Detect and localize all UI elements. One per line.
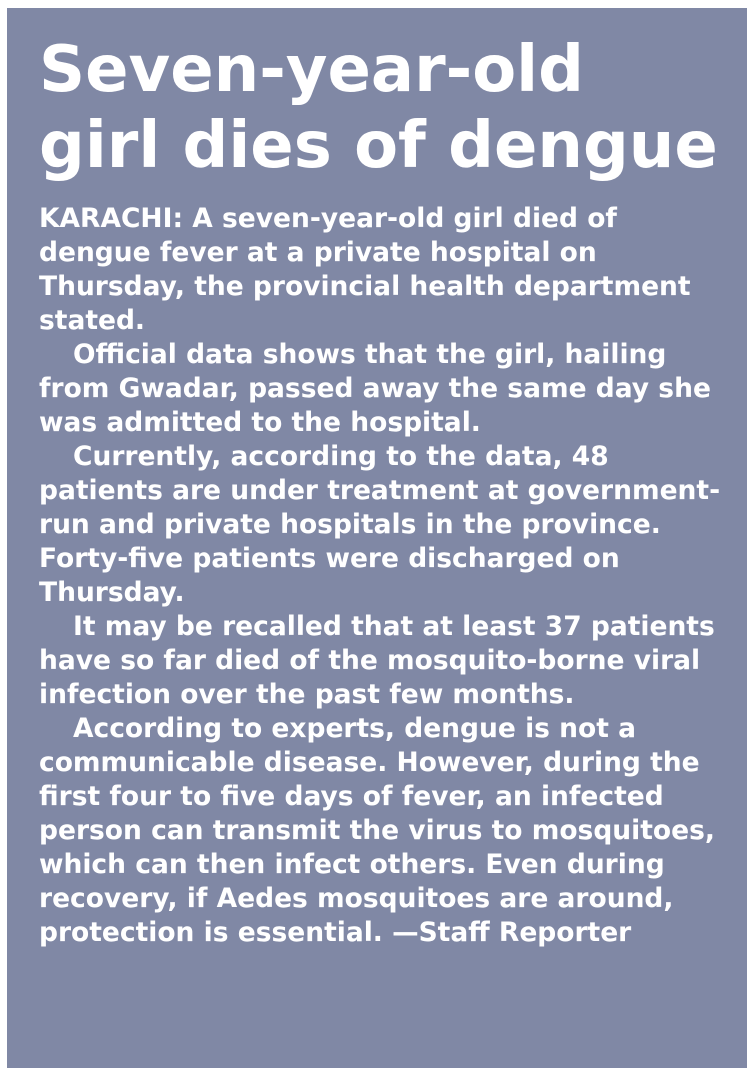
article-paragraph: According to experts, dengue is not a communicable disease. However, during the first four to five days of fever, an infected person can transmit the virus to mosquitoes, which can then infect others. Even during recovery, if Aedes mosquitoes are around, protection is essential. —Staff Reporter <box>39 713 715 948</box>
article-paragraph-dateline: KARACHI: A seven-year-old girl died of dengue fever at a private hospital on Thursday, the provincial health department stated. <box>39 203 691 336</box>
news-clipping <box>7 8 747 1068</box>
headline: Seven-year-old girl dies of dengue <box>39 33 718 183</box>
article-paragraph: Official data shows that the girl, hailing from Gwadar, passed away the same day she was admitted to the hospital. <box>39 339 711 438</box>
article-body <box>39 202 727 950</box>
article-paragraph: Currently, according to the data, 48 patients are under treatment at government-run and private hospitals in the province. Forty-five patients were discharged on Thursday. <box>39 441 721 608</box>
article-paragraph: It may be recalled that at least 37 patients have so far died of the mosquito-borne viral infection over the past few months. <box>39 611 715 710</box>
